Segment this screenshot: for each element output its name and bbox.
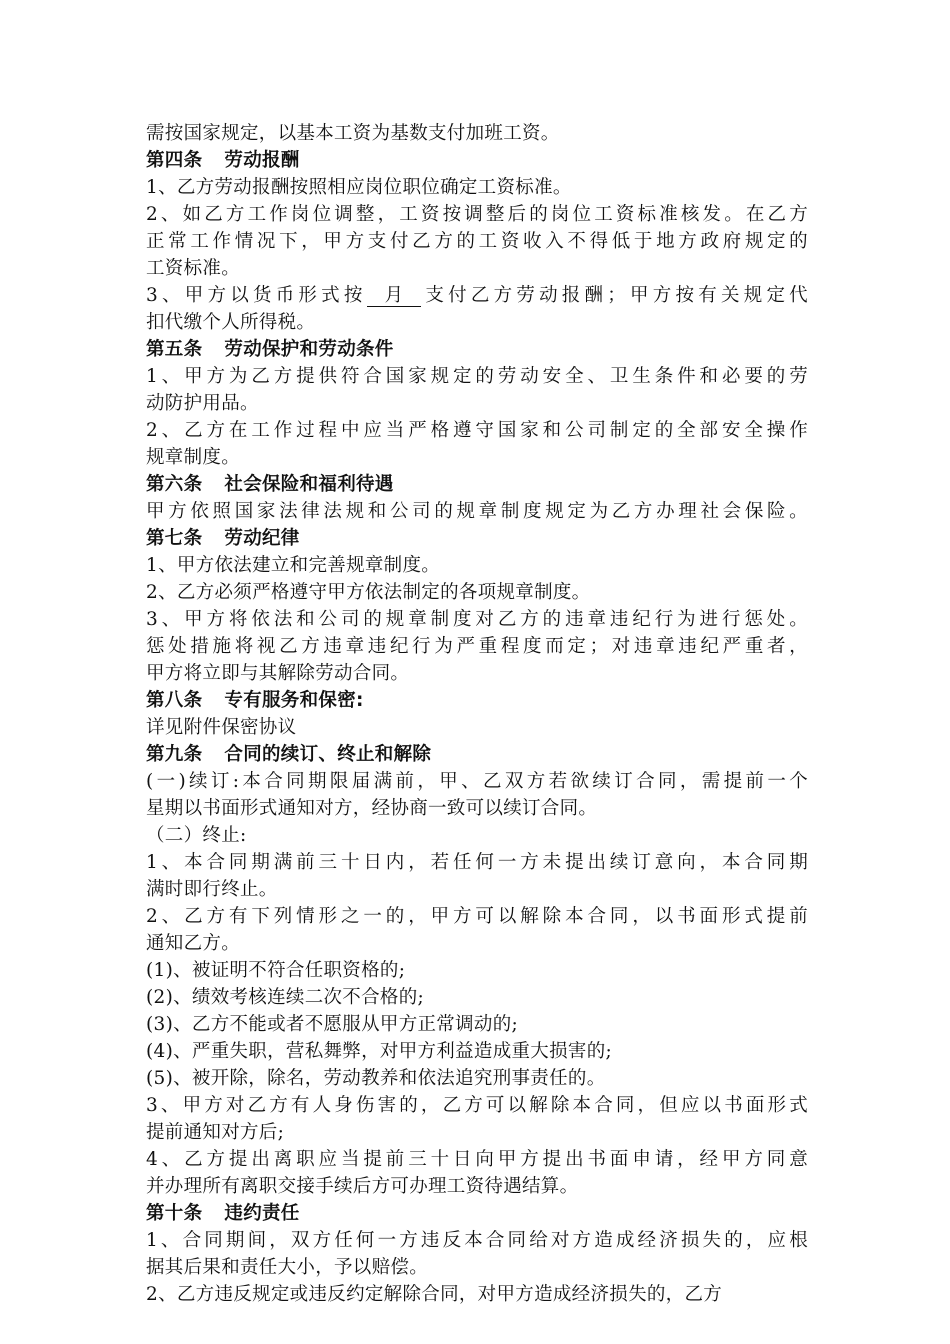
body-text-line: (3)、乙方不能或者不愿服从甲方正常调动的; bbox=[146, 1014, 519, 1035]
body-text-line: 2、乙方必须严格遵守甲方依法制定的各项规章制度。 bbox=[146, 582, 591, 603]
article-heading bbox=[146, 1200, 808, 1227]
article-number: 第四条 bbox=[146, 150, 203, 171]
article-title: 劳动报酬 bbox=[224, 150, 300, 171]
body-text-line: 工资标准。 bbox=[146, 258, 241, 279]
article-number: 第八条 bbox=[146, 690, 203, 711]
body-text-line: 通知乙方。 bbox=[146, 933, 241, 954]
article-heading bbox=[146, 471, 808, 498]
body-text-line: (1)、被证明不符合任职资格的; bbox=[146, 960, 406, 981]
body-text-line: 1、合同期间，双方任何一方违反本合同给对方造成经济损失的，应根 bbox=[146, 1230, 808, 1251]
body-text-line: 正常工作情况下，甲方支付乙方的工资收入不得低于地方政府规定的 bbox=[146, 231, 808, 252]
body-text-line: 规章制度。 bbox=[146, 447, 241, 468]
body-text-line-with-blank bbox=[146, 282, 808, 309]
body-text-line: 1、本合同期满前三十日内，若任何一方未提出续订意向，本合同期 bbox=[146, 852, 808, 873]
text-before-blank: 3、甲方以货币形式按 bbox=[146, 285, 367, 306]
article-title: 合同的续订、终止和解除 bbox=[224, 744, 432, 765]
body-text-line: 并办理所有离职交接手续后方可办理工资待遇结算。 bbox=[146, 1176, 579, 1197]
article-title: 劳动保护和劳动条件 bbox=[224, 339, 394, 360]
article-heading bbox=[146, 525, 808, 552]
body-text-line: 扣代缴个人所得税。 bbox=[146, 312, 316, 333]
body-text-line: 星期以书面形式通知对方，经协商一致可以续订合同。 bbox=[146, 798, 598, 819]
body-text-line: (一)续订:本合同期限届满前，甲、乙双方若欲续订合同，需提前一个 bbox=[146, 771, 808, 792]
body-text-line: 1、乙方劳动报酬按照相应岗位职位确定工资标准。 bbox=[146, 177, 572, 198]
body-text-line: 2、乙方违反规定或违反约定解除合同，对甲方造成经济损失的，乙方 bbox=[146, 1284, 723, 1305]
body-text-line: 3、甲方对乙方有人身伤害的，乙方可以解除本合同，但应以书面形式 bbox=[146, 1095, 808, 1116]
body-text-line: 惩处措施将视乙方违章违纪行为严重程度而定；对违章违纪严重者， bbox=[146, 636, 808, 657]
article-title: 劳动纪律 bbox=[224, 528, 300, 549]
body-text-line: (4)、严重失职，营私舞弊，对甲方利益造成重大损害的; bbox=[146, 1041, 613, 1062]
article-number: 第七条 bbox=[146, 528, 203, 549]
article-heading bbox=[146, 687, 808, 714]
article-heading bbox=[146, 147, 808, 174]
body-text-line: 2、乙方有下列情形之一的，甲方可以解除本合同，以书面形式提前 bbox=[146, 906, 808, 927]
body-text-line: 据其后果和责任大小，予以赔偿。 bbox=[146, 1257, 429, 1278]
article-number: 第十条 bbox=[146, 1203, 203, 1224]
document-page bbox=[146, 120, 808, 1308]
body-text-line: 详见附件保密协议 bbox=[146, 717, 297, 738]
body-text-line: 提前通知对方后; bbox=[146, 1122, 285, 1143]
article-title: 违约责任 bbox=[224, 1203, 300, 1224]
body-text-line: 1、甲方依法建立和完善规章制度。 bbox=[146, 555, 441, 576]
article-title: 社会保险和福利待遇 bbox=[224, 474, 394, 495]
article-number: 第九条 bbox=[146, 744, 203, 765]
article-number: 第六条 bbox=[146, 474, 203, 495]
body-text-line: 4、乙方提出离职应当提前三十日向甲方提出书面申请，经甲方同意 bbox=[146, 1149, 808, 1170]
text-after-blank: 支付乙方劳动报酬；甲方按有关规定代 bbox=[421, 285, 808, 306]
body-text-line: 甲方将立即与其解除劳动合同。 bbox=[146, 663, 410, 684]
article-heading bbox=[146, 336, 808, 363]
body-text-line: 3、甲方将依法和公司的规章制度对乙方的违章违纪行为进行惩处。 bbox=[146, 609, 808, 630]
body-text-line: 1、甲方为乙方提供符合国家规定的劳动安全、卫生条件和必要的劳 bbox=[146, 366, 808, 387]
body-text-line: (5)、被开除，除名，劳动教养和依法追究刑事责任的。 bbox=[146, 1068, 606, 1089]
body-text-line: 甲方依照国家法律法规和公司的规章制度规定为乙方办理社会保险。 bbox=[146, 501, 808, 522]
article-heading bbox=[146, 741, 808, 768]
body-text-line: 需按国家规定，以基本工资为基数支付加班工资。 bbox=[146, 123, 560, 144]
body-text-line: (2)、绩效考核连续二次不合格的; bbox=[146, 987, 425, 1008]
body-text-line: 满时即行终止。 bbox=[146, 879, 278, 900]
fill-in-blank: 月 bbox=[367, 286, 422, 307]
body-text-line: 动防护用品。 bbox=[146, 393, 259, 414]
article-number: 第五条 bbox=[146, 339, 203, 360]
body-text-line: 2、如乙方工作岗位调整，工资按调整后的岗位工资标准核发。在乙方 bbox=[146, 204, 808, 225]
article-title: 专有服务和保密: bbox=[224, 690, 364, 711]
body-text-line: 2、乙方在工作过程中应当严格遵守国家和公司制定的全部安全操作 bbox=[146, 420, 808, 441]
body-text-line: （二）终止: bbox=[146, 825, 247, 846]
